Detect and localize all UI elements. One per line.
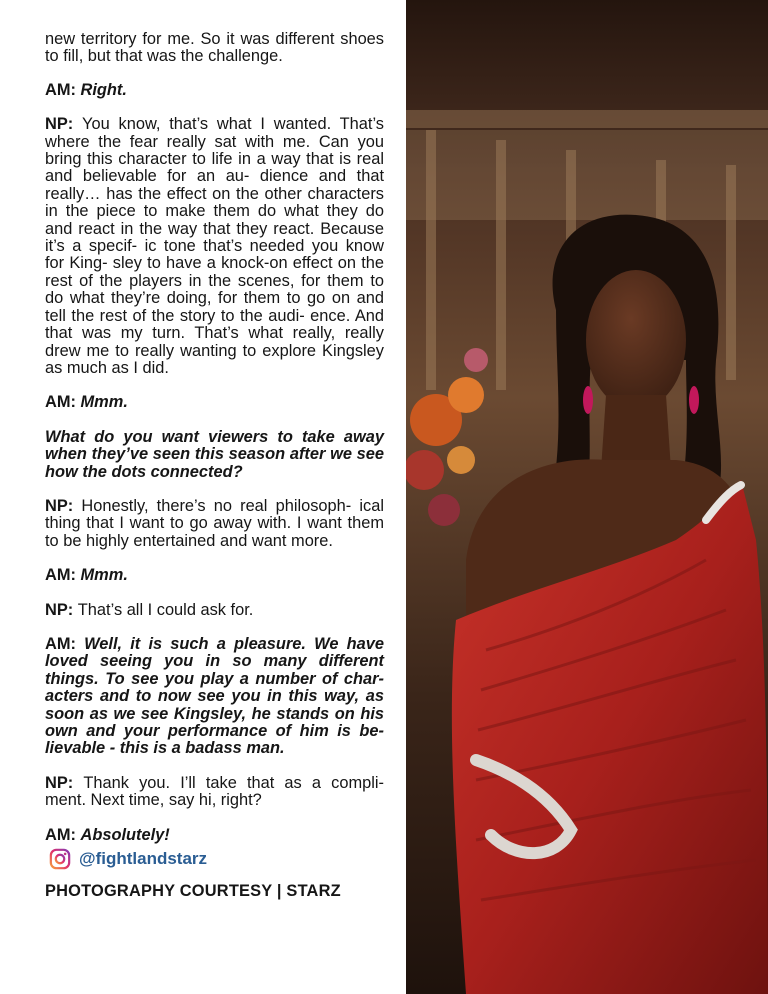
interviewer-text: Mmm.: [80, 566, 128, 585]
paragraph: [45, 602, 384, 619]
paragraph: [45, 116, 384, 377]
answer-text: Honestly, there’s no real philosoph- ical thing that I want to go away with. I want them to be highly entertained and want more.: [45, 496, 384, 550]
interviewer-text: Well, it is such a pleasure. We have loved seeing you in so many different things. To see you play a number of char- acters and to now see you in this way, as soon as we see Kingsley, he stands on his own and your performance of him is be- lievable - this is a badass man.: [45, 634, 384, 758]
interviewer-text: Mmm.: [80, 393, 128, 412]
speaker-label: NP:: [45, 496, 82, 515]
instagram-icon: [49, 848, 71, 870]
article-column: [45, 31, 384, 900]
speaker-label: NP:: [45, 115, 83, 134]
paragraph: [45, 827, 384, 844]
speaker-label: AM:: [45, 634, 85, 653]
answer-text: You know, that’s what I wanted. That’s where the fear really sat with me. Can you bring this character to life in a way that is real and believable for an au- dience and that really… has the effect on the other characters in the piece to make them do what they do and react in the way that they react. Because it’s a specif- ic tone that’s needed you know for King- sley to have a knock-on effect on the rest of the players in the scenes, for them to do what they’re doing, for them to go on and tell the rest of the story to the audi- ence. And that was my turn. That’s what really, really drew me to really wanting to explore Kingsley as much as I did.: [45, 115, 384, 377]
answer-text: That’s all I could ask for.: [77, 600, 254, 619]
interviewer-text: Absolutely!: [80, 825, 170, 844]
paragraph: [45, 429, 384, 481]
paragraph: [45, 636, 384, 758]
speaker-label: NP:: [45, 773, 84, 792]
speaker-label: AM:: [45, 80, 81, 99]
paragraph-text: new territory for me. So it was different shoes to fill, but that was the challenge.: [45, 30, 384, 66]
paragraph: [45, 82, 384, 99]
speaker-label: AM:: [45, 566, 81, 585]
speaker-label: AM:: [45, 825, 81, 844]
speaker-label: AM:: [45, 393, 81, 412]
paragraph: [45, 31, 384, 66]
social-handle[interactable]: [45, 848, 384, 870]
interviewer-text: Right.: [80, 80, 127, 99]
answer-text: Thank you. I’ll take that as a compli- ment. Next time, say hi, right?: [45, 773, 384, 810]
paragraph: [45, 394, 384, 411]
speaker-label: NP:: [45, 600, 78, 619]
paragraph: [45, 567, 384, 584]
question-text: What do you want viewers to take away when they’ve seen this season after we see how the dots connected?: [45, 427, 384, 481]
photo-credit: PHOTOGRAPHY COURTESY | STARZ: [45, 882, 341, 901]
paragraph: [45, 498, 384, 550]
instagram-handle-link[interactable]: @fightlandstarz: [79, 849, 208, 869]
paragraph: [45, 775, 384, 810]
portrait-photo: [406, 0, 768, 994]
